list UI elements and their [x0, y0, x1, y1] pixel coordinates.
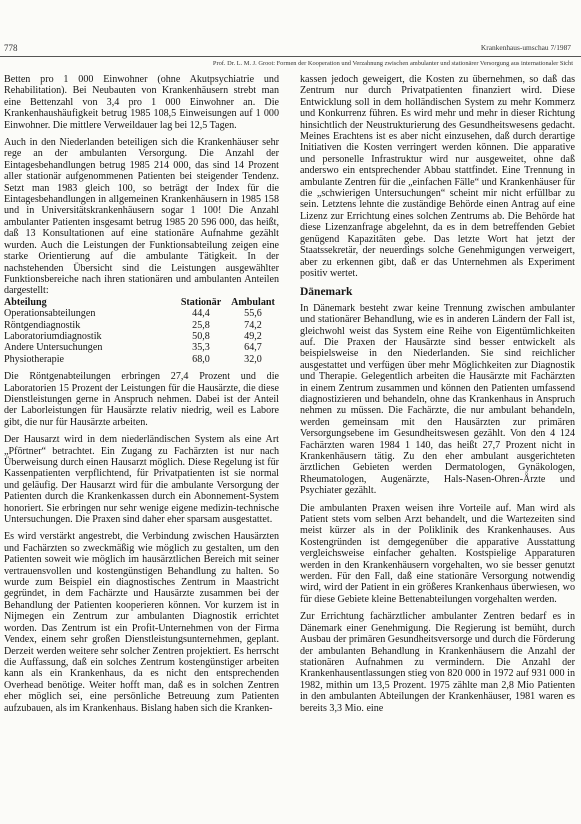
column-header: Abteilung	[4, 296, 47, 308]
table-cell: 68,0	[192, 353, 210, 365]
table-row	[4, 354, 279, 365]
table-cell: 32,0	[244, 353, 262, 365]
column-header: Ambulant	[231, 296, 275, 308]
department-share-table	[4, 297, 279, 365]
table-row	[4, 320, 279, 331]
table-row	[4, 308, 279, 319]
table-cell: 74,2	[244, 319, 262, 331]
table-cell: 50,8	[192, 330, 210, 342]
table-cell: 25,8	[192, 319, 210, 331]
paragraph: Auch in den Niederlanden beteiligen sich die Krankenhäuser sehr rege an der ambulanten Versorgung. Die Anzahl der Eintagesbehandlungen betrug 1985 214 000, das sind 14 Prozent aller stationär aufgenommenen Patienten bei steigender Tendenz. Setzt man 1983 gleich 100, so beträgt der Index für die Eintagesbehandlungen in allgemeinen Krankenhäusern in 1985 158 und in Universitätskrankenhäusern sogar 1 100! Die Anzahl ambulanter Patienten insgesamt betrug 1985 20 596 000, das heißt, daß 13 Konsultationen auf eine stationäre Aufnahme gezählt wurden. Auch die Leistungen der Funktionsabteilung zeigen eine starke Orientierung auf die ambulante Tätigkeit. In der nachstehenden Übersicht sind die Leistungen ausgewählter Funktionsbereiche nach ihren stationären und ambulanten Anteilen dargestellt:	[4, 137, 279, 297]
right-column	[300, 74, 575, 720]
article-subtitle: Prof. Dr. L. M. J. Groot: Formen der Kooperation und Verzahnung zwischen ambulanter und stationärer Versorgung aus internationaler Sicht	[212, 60, 573, 67]
table-cell: Röntgendiagnostik	[4, 319, 81, 331]
paragraph: Betten pro 1 000 Einwohner (ohne Akutpsychiatrie und Rehabilitation). Bei Neubauten von Krankenhäusern strebt man eine Bettenzahl von 3,4 pro 1 000 Einwohner an. Die Krankenhaushäufigkeit betrug 1985 108,5 Einweisungen auf 1 000 Einwohner. Die mittlere Verweildauer lag bei 12,5 Tagen.	[4, 74, 279, 131]
journal-name: Krankenhaus-umschau 7/1987	[480, 43, 571, 52]
table-cell: 49,2	[244, 330, 262, 342]
table-cell: Physiotherapie	[4, 353, 64, 365]
paragraph: Die ambulanten Praxen weisen ihre Vorteile auf. Man wird als Patient stets vom selben Arzt behandelt, und die Wartezeiten sind meist kürzer als in der Poliklinik des Krankenhauses. Aus Kostengründen ist demgegenüber die apparative Ausstattung vergleichsweise einfacher gehalten. Kostspielige Apparaturen werden in den Krankenhäusern vorgehalten, wo sie besser genutzt werden. Für den Fall, daß eine stationäre Versorgung notwendig wird, wird der Patient in ein größeres Krankenhaus überwiesen, wo für diese Gebiete kleine Bettenabteilungen vorgehalten werden.	[300, 502, 575, 605]
page-number: 778	[4, 43, 18, 53]
header-rule	[0, 56, 581, 57]
table-cell: 44,4	[192, 308, 210, 320]
paragraph: Es wird verstärkt angestrebt, die Verbindung zwischen Hausärzten und Fachärzten so zweckmäßig wie möglich zu gestalten, um den Patienten soweit wie möglich im hausärztlichen Bereich mit seiner vertrauensvollen und kostengünstigen Behandlung zu halten. So wurde zum Beispiel ein diagnostisches Zentrum in Maastricht gegründet, in dem Fachärzte und Hausärzte zusammen bei der Behandlung der Patienten kooperieren können. Vor kurzem ist in Nijmegen ein Zentrum zur ambulanten Diagnostik errichtet worden. Das Zentrum ist ein Profit-Unternehmen von der Firma Vendex, einem sehr großen Dienstleistungsunternehmen, geplant. Derzeit werden weitere sehr solcher Zentren projektiert. Es herrscht die Auffassung, daß ein solches Zentrum kostengünstiger arbeiten kann als ein Krankenhaus, da es nicht den entsprechenden Overhead benötige. Weiter hofft man, daß es in solchen Zentren eher möglich sei, eine persönliche Betreuung zum Patienten aufzubauen, als im Krankenhaus. Bislang haben sich die Kranken-	[4, 531, 279, 714]
table-cell: Laboratoriumdiagnostik	[4, 330, 102, 342]
table-row	[4, 342, 279, 353]
table-cell: Operationsabteilungen	[4, 308, 96, 320]
table-row	[4, 331, 279, 342]
table-cell: 55,6	[244, 308, 262, 320]
section-heading: Dänemark	[300, 286, 353, 299]
paragraph: kassen jedoch geweigert, die Kosten zu übernehmen, so daß das Zentrum nur durch Privatpatienten finanziert wird. Diese Entwicklung soll in dem holländischen System zu mehr Kommerz und Konkurrenz führen. Es wird mehr und mehr in dieser Richtung hinsichtlich der Neustrukturierung des Gesundheitswesens gedacht. Meines Erachtens ist es aber nicht einzusehen, daß durch derartige Initiativen die Kosten verringert werden können. Die apparative und personelle Infrastruktur wird nur ausgeweitet, ohne daß anderswo ein entsprechender Abbau stattfindet. Eine Trennung in ambulante Zentren für die „einfachen Fälle“ und Krankenhäuser für die „schwierigen Untersuchungen“ scheint mir nicht erfüllbar zu sein. Letztens lehnte die zuständige Behörde einen Antrag auf eine Lizenz zur Errichtung eines solchen Zentrums ab. Die Behörde hat diese Lizenzanfrage abgelehnt, da es in dem betreffenden Gebiet genügend Kapazitäten gebe. Das letzte Wort hat jetzt der Staatssekretär, der neuerdings solche Genehmigungen verweigert, aber zu erkennen gibt, daß er das Unternehmen als Experiment positiv wertet.	[300, 74, 575, 279]
left-column	[4, 74, 279, 720]
paragraph: Die Röntgenabteilungen erbringen 27,4 Prozent und die Laboratorien 15 Prozent der Leistungen für die Hausärzte, die diese Dienstleistungen gerne in Anspruch nehmen. Dabei ist der Anteil der Laborleistungen für Hausärzte relativ niedrig, weil es Labore gibt, die nur für Hausärzte arbeiten.	[4, 371, 279, 428]
paragraph: Zur Errichtung fachärztlicher ambulanter Zentren bedarf es in Dänemark einer Genehmigung. Die Regierung ist bemüht, durch Ausbau der primären Gesundheitsversorge und durch die Förderung der ambulanten Behandlung in Krankenhäusern die Anzahl der stationären Aufnahmen zu vermindern. Die Anzahl der Krankenhausentlassungen stieg von 820 000 in 1972 auf 931 000 in 1982, mithin um 13,5 Prozent. 1975 zählte man 2,8 Mio Patienten in den ambulanten Abteilungen der Krankenhäuser, 1981 waren es bereits 3,3 Mio. eine	[300, 611, 575, 714]
table-cell: 35,3	[192, 342, 210, 354]
table-cell: Andere Untersuchungen	[4, 342, 103, 354]
table-cell: 64,7	[244, 342, 262, 354]
paragraph: Der Hausarzt wird in dem niederländischen System als eine Art „Pförtner“ betrachtet. Ein Zugang zu Fachärzten ist nur nach Überweisung durch einen Hausarzt möglich. Diese Regelung ist für Kassenpatienten verpflichtend, für Privatpatienten ist sie normal und geläufig. Der Hausarzt wird für die ambulante Versorgung der Patienten durch die Krankenkassen durch ein Abonnement-System honoriert. Sie erbringen nur sehr wenige eigene medizin-technische Untersuchungen. Die Praxen sind daher eher sparsam ausgestattet.	[4, 434, 279, 526]
table-header-row	[4, 297, 279, 308]
column-header: Stationär	[180, 296, 222, 308]
paragraph: In Dänemark besteht zwar keine Trennung zwischen ambulanter und stationärer Behandlung, wie es in anderen Ländern der Fall ist, gleichwohl weist das System eine Reihe von Eigentümlichkeiten auf. Die Praxen der Hausärzte sind besser entwickelt als beispielsweise in den Niederlanden. Sie sind reichlicher ausgestattet und verfügen über mehr Möglichkeiten zur Diagnostik und Therapie. Gelegentlich arbeiten die Hausärzte mit Fachärzten in einem Zentrum zusammen und können den Patienten umfassend diagnostizieren und behandeln, ohne das Krankenhaus in Anspruch nehmen zu müssen. Die Fachärzte, die nur ambulant behandeln, werden gemeinsam mit den Hausärzten zur primären Versorgungsebene im Gesundheitswesen gezählt. Von den 4 124 Fachärzten waren 1984 1 140, das heißt 27,7 Prozent nicht in Krankenhäusern tätig. Zu den eher ambulant ausgerichteten ärztlichen Gebieten werden Dermatologen, Gynäkologen, Rheumatologen, Augenärzte, Hals-Nasen-Ohren-Ärzte und Psychiater gezählt.	[300, 302, 575, 497]
